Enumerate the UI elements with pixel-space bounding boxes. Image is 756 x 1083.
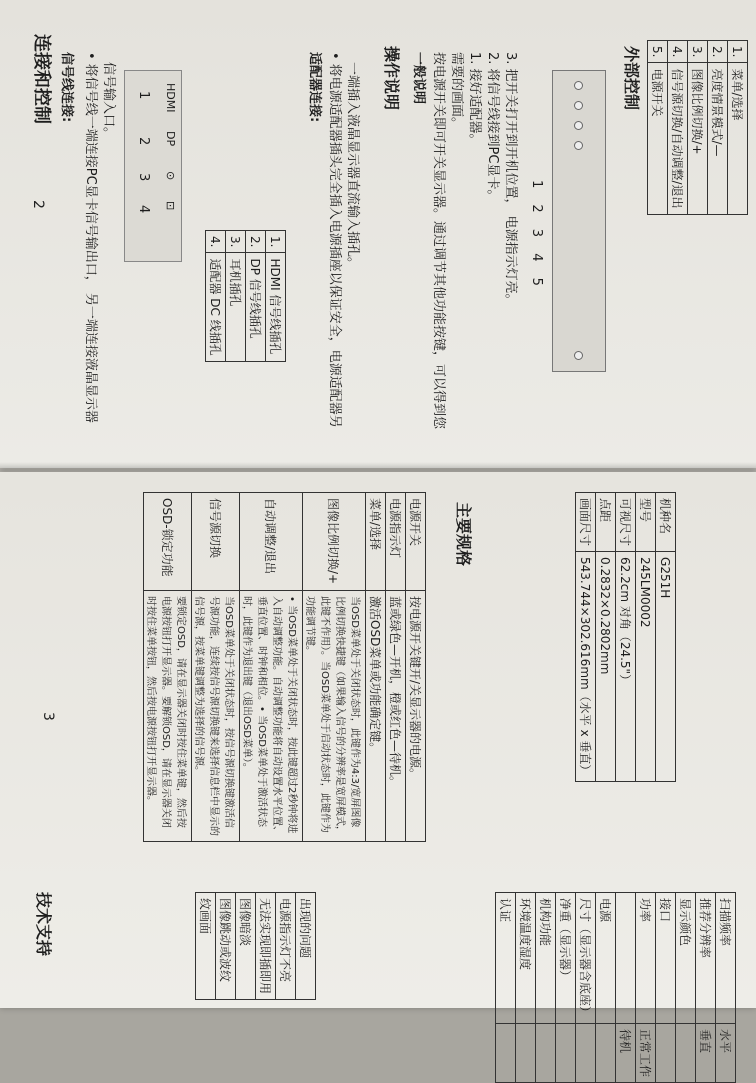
table-row: 出现的问题 bbox=[296, 893, 316, 1000]
table-row: 纹画面 bbox=[196, 893, 216, 1000]
tech-support-table bbox=[195, 892, 316, 1000]
table-row: 尺寸（显示器含底座） bbox=[576, 893, 596, 1083]
table-row: 推荐分辨率 垂直 bbox=[696, 893, 716, 1083]
table-row: 机种名 G251H bbox=[656, 493, 676, 782]
table-row: 机构功能 bbox=[536, 893, 556, 1083]
table-row: 认证 bbox=[496, 893, 516, 1083]
signal-text-2: 信号输入口。 bbox=[101, 62, 116, 141]
connection-table bbox=[205, 230, 286, 362]
port-number-3: 3 bbox=[136, 173, 151, 182]
port-number-1: 1 bbox=[136, 91, 151, 100]
table-row: 待机 bbox=[616, 893, 636, 1083]
table-row: 可视尺寸 62.2cm 对角（24.5"） bbox=[616, 493, 636, 782]
manual-page-2 bbox=[0, 0, 756, 468]
table-row: 画面尺寸 543.744×302.616mm（水平 x 垂直） bbox=[576, 493, 596, 782]
table-row: 4. 适配器 DC 线插孔 bbox=[206, 231, 226, 362]
table-row: 5. 电源开关 bbox=[648, 41, 668, 215]
table-row: 电源 bbox=[596, 893, 616, 1083]
monitor-button-diagram bbox=[552, 70, 606, 372]
plus-button-icon bbox=[574, 121, 583, 130]
general-text-1: 按电源开关即可开关显示器。通过调节其他功能按键，可以得到您 bbox=[431, 52, 446, 430]
table-row: 图像跳动或波纹 bbox=[216, 893, 236, 1000]
function-table bbox=[143, 492, 426, 842]
table-row: 3. 图像比例切换/+ bbox=[688, 41, 708, 215]
table-row: 接口 bbox=[656, 893, 676, 1083]
port-label-hdmi: HDMI bbox=[164, 83, 177, 113]
table-row: 电源指示灯 蓝或绿色—开机，橙或红色—待机。 bbox=[386, 493, 406, 842]
port-number-4: 4 bbox=[136, 205, 151, 214]
specs-title: 主要规格 bbox=[454, 502, 473, 567]
page-number: 3 bbox=[40, 712, 56, 721]
table-row: OSD-锁定功能 要锁定OSD，请在显示器关闭时按住菜单键，然后按电源按钮打开显示器。要解锁OSD，请在显示器关闭时按住菜单按钮，然后按电源按钮打开显示器。 bbox=[144, 493, 192, 842]
signal-text-1: • 将信号线一端连接PC显卡信号输出口， 另一端连接液晶显示器 bbox=[83, 52, 98, 423]
port-panel-diagram bbox=[124, 70, 182, 262]
table-row: 1. 菜单/选择 bbox=[728, 41, 748, 215]
table-row: 信号源切换 当OSD菜单处于关闭状态时，按信号源切换键激活信号源功能，连续按信号源切换键来选择信息栏中显示的信号源，按菜单键调整为选择的信号源。 bbox=[192, 493, 240, 842]
table-row: 环境温度湿度 bbox=[516, 893, 536, 1083]
table-row: 2. DP 信号线插孔 bbox=[246, 231, 266, 362]
table-row: 3. 耳机插孔 bbox=[226, 231, 246, 362]
port-number-2: 2 bbox=[136, 137, 151, 146]
dc-icon: ⊡ bbox=[164, 201, 177, 211]
table-row: 菜单/选择 激活OSD菜单或功能确定键。 bbox=[366, 493, 386, 842]
control-table bbox=[647, 40, 748, 215]
operation-title: 操作说明 bbox=[382, 46, 401, 111]
partial-spec-table bbox=[495, 892, 736, 1083]
port-label-dp: DP bbox=[164, 131, 177, 147]
table-row: 点距 0.2832×0.2802mm bbox=[596, 493, 616, 782]
table-row: 1. HDMI 信号线插孔 bbox=[266, 231, 286, 362]
page-number: 2 bbox=[30, 200, 46, 209]
table-row: 2. 亮度情景模式/— bbox=[708, 41, 728, 215]
table-row: 电源开关 按电源开关键开/关显示器的电源。 bbox=[406, 493, 426, 842]
headphone-icon: ⊙ bbox=[164, 171, 177, 181]
table-row: 功率 正常工作 bbox=[636, 893, 656, 1083]
table-row: 图像暗淡 bbox=[236, 893, 256, 1000]
step-1: 1. 接好适配器。 bbox=[467, 52, 482, 147]
specs-table bbox=[575, 492, 676, 782]
adapter-text-2: 一端插入液晶显示器直流输入插孔。 bbox=[345, 62, 360, 271]
table-row: 扫描频率 水平 bbox=[716, 893, 736, 1083]
table-row: 自动调整/退出 • 当OSD菜单处于关闭状态时，按此键超过2秒钟将进入自动调整功能。自动调整功能将自动设置水平位置、垂直位置、时钟和相位。• 当OSD菜单处于激活状态时，此键作为退出键（退出OSD菜单）。 bbox=[240, 493, 303, 842]
manual-page-3 bbox=[0, 472, 756, 1078]
table-row: 电源指示灯不亮 bbox=[276, 893, 296, 1000]
power-button-icon bbox=[574, 351, 583, 360]
section-title: 连接和控制 bbox=[31, 34, 52, 124]
step-2: 2. 将信号线接到PC显卡。 bbox=[485, 52, 500, 203]
button-numbers: 1 2 3 4 5 bbox=[529, 180, 544, 292]
menu-button-icon bbox=[574, 81, 583, 90]
tech-title: 技术支持 bbox=[34, 892, 53, 957]
adapter-text-1: • 将电源适配器插头完全插入电源插座以保证安全，电源适配器另 bbox=[327, 52, 342, 428]
input-button-icon bbox=[574, 141, 583, 150]
general-heading: 一般说明 bbox=[411, 52, 426, 105]
table-row: 型号 245LM0002 bbox=[636, 493, 656, 782]
table-row: 无法实现即插即用 bbox=[256, 893, 276, 1000]
table-row: 显示颜色 bbox=[676, 893, 696, 1083]
table-row: 4. 信号源切换/自动调整/退出 bbox=[668, 41, 688, 215]
signal-heading: 信号线连接: bbox=[59, 52, 74, 123]
general-text-2: 需要的画面。 bbox=[449, 52, 464, 131]
external-heading: 外部控制 bbox=[622, 46, 641, 111]
minus-button-icon bbox=[574, 101, 583, 110]
adapter-heading: 适配器连接: bbox=[307, 52, 322, 123]
table-row: 净重（显示器） bbox=[556, 893, 576, 1083]
step-3: 3. 把开关打开到开机位置， 电源指示灯亮。 bbox=[503, 52, 518, 307]
table-row: 图像比例切换/+ 当OSD菜单处于关闭状态时，此键作为4:3/宽屏图像比例切换快捷键（如果输入信号的分辨率是宽屏模式，此键不作用）。当OSD菜单处于启动状态时，此键作为功能调节键。 bbox=[303, 493, 366, 842]
